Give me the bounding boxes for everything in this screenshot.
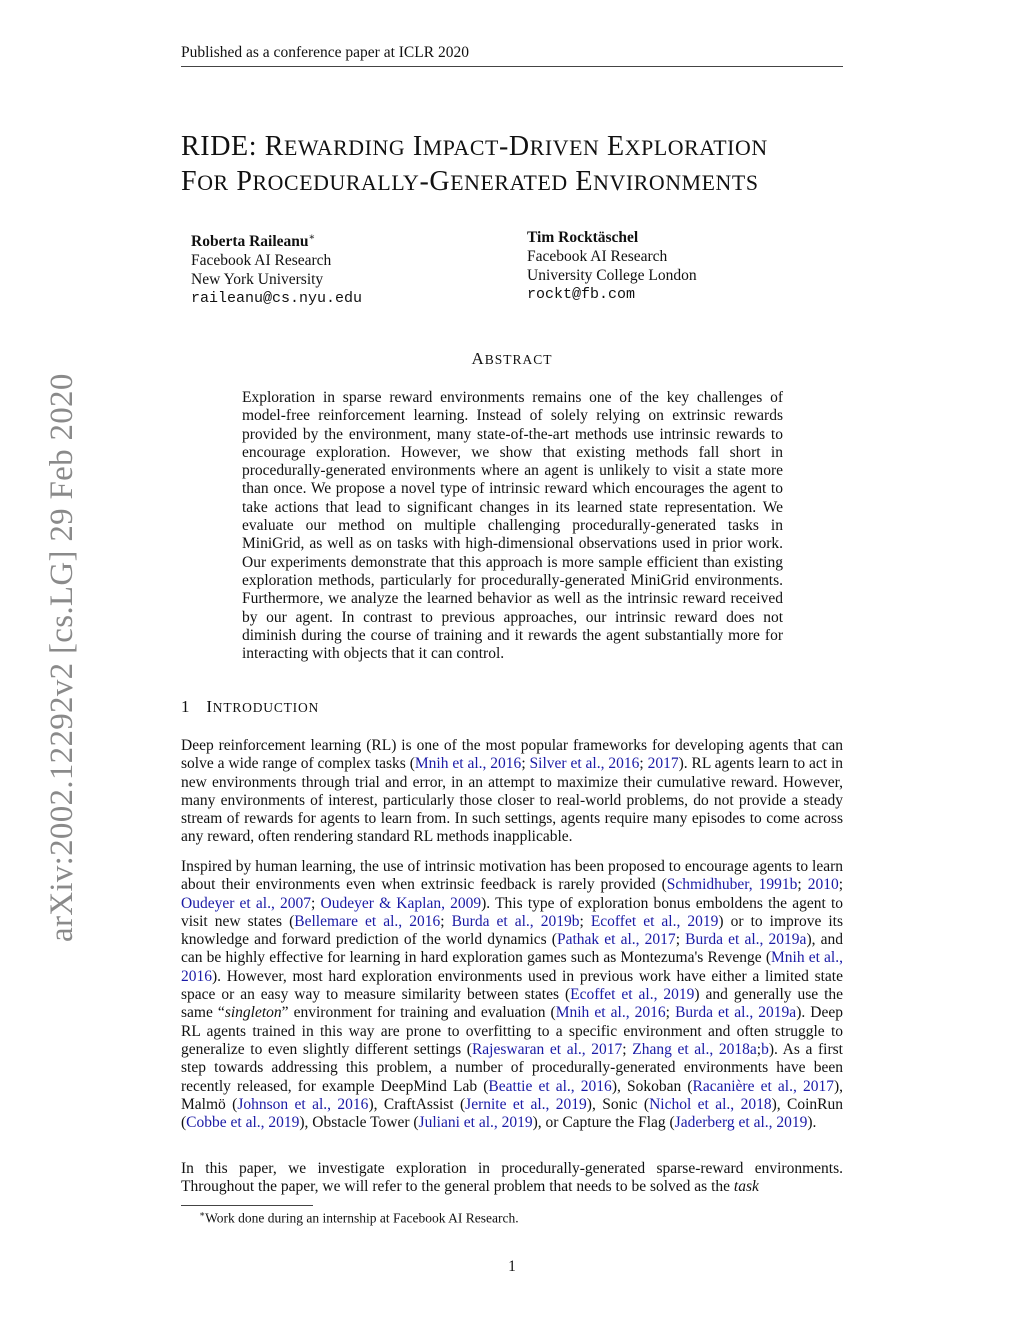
- author-block-2: [527, 228, 697, 304]
- citation-link[interactable]: Schmidhuber, 1991b: [666, 876, 798, 894]
- section-heading-rest: NTRODUCTION: [212, 700, 320, 715]
- citation-link[interactable]: Jernite et al., 2019: [465, 1095, 587, 1113]
- author-email[interactable]: rockt@fb.com: [527, 286, 636, 303]
- citation-link[interactable]: Jaderberg et al., 2019: [674, 1114, 808, 1132]
- footnote-marker: ∗: [199, 1209, 206, 1219]
- author-affiliation: Facebook AI Research: [527, 248, 668, 265]
- citation-link[interactable]: Ecoffet et al., 2019: [590, 912, 719, 930]
- citation-link[interactable]: 2017: [647, 755, 679, 773]
- author-name: Tim Rocktäschel: [527, 229, 639, 246]
- emphasis-text: singleton: [224, 1004, 282, 1022]
- author-affiliation: University College London: [527, 267, 697, 284]
- citation-link[interactable]: Nichol et al., 2018: [649, 1095, 772, 1113]
- author-affiliation: Facebook AI Research: [191, 252, 332, 270]
- paper-title: [181, 130, 861, 200]
- citation-link[interactable]: Beattie et al., 2016: [488, 1077, 612, 1095]
- title-line-2: FOR PROCEDURALLY-GENERATED ENVIRONMENTS: [181, 166, 759, 197]
- abstract-heading-rest: BSTRACT: [484, 352, 553, 367]
- citation-link[interactable]: Burda et al., 2019a: [675, 1004, 797, 1022]
- citation-link[interactable]: Zhang et al., 2018a: [632, 1040, 757, 1058]
- citation-link[interactable]: Cobbe et al., 2019: [186, 1114, 300, 1132]
- page-number: 1: [508, 1258, 516, 1275]
- citation-link[interactable]: Racanière et al., 2017: [692, 1077, 834, 1095]
- running-header: Published as a conference paper at ICLR 2020: [181, 44, 843, 67]
- citation-link[interactable]: b: [761, 1040, 769, 1058]
- citation-link[interactable]: Burda et al., 2019b: [451, 912, 580, 930]
- author-affiliation: New York University: [191, 271, 324, 289]
- emphasis-text: task: [733, 1178, 759, 1196]
- citation-link[interactable]: Juliani et al., 2019: [418, 1114, 533, 1132]
- footnote-marker: ∗: [308, 232, 316, 243]
- citation-link[interactable]: Silver et al., 2016: [529, 755, 640, 773]
- footnote-text: Work done during an internship at Facebook AI Research.: [205, 1210, 519, 1226]
- author-name: Roberta Raileanu: [191, 233, 309, 251]
- citation-link[interactable]: Pathak et al., 2017: [556, 931, 676, 949]
- citation-link[interactable]: Mnih et al., 2016: [555, 1004, 666, 1022]
- arxiv-identifier: arXiv:2002.12292v2 [cs.LG] 29 Feb 2020: [44, 373, 80, 942]
- abstract-text: Exploration in sparse reward environments remains one of the key challenges of model-free reinforcement learning. Instead of solely relying on extrinsic rewards provided by the environment, many state-of-the-art methods use intrinsic rewards to encourage exploration. However, we show that existing methods fall short in procedurally-generated environments where an agent is unlikely to visit a state more than once. We propose a novel type of intrinsic reward which encourages the agent to take actions that lead to significant changes in its learned state representation. We evaluate our method on multiple challenging procedurally-generated tasks in MiniGrid, as well as on tasks with high-dimensional observations used in prior work. Our experiments demonstrate that this approach is more sample efficient than existing exploration methods, particularly for procedurally-generated MiniGrid environments. Furthermore, we analyze the learned behavior as well as the intrinsic reward received by our agent. In contrast to previous approaches, our intrinsic reward does not diminish during the course of training and it rewards the agent substantially more for interacting with objects that it can control.: [242, 389, 783, 663]
- citation-link[interactable]: Ecoffet et al., 2019: [570, 986, 695, 1004]
- section-number: 1: [181, 697, 191, 716]
- author-block-1: [191, 228, 362, 308]
- citation-link[interactable]: Mnih et al., 2016: [181, 949, 843, 985]
- footnote: [199, 1209, 519, 1227]
- citation-link[interactable]: Johnson et al., 2016: [237, 1095, 369, 1113]
- citation-link[interactable]: 2010: [807, 876, 839, 894]
- citation-link[interactable]: Oudeyer & Kaplan, 2009: [320, 894, 482, 912]
- abstract-heading-initial: A: [471, 349, 485, 368]
- intro-paragraph-2: Inspired by human learning, the use of intrinsic motivation has been proposed to encourage agents to learn about their environments even when extrinsic feedback is rarely provided (Schmidhuber, 1991b; 2010; Oudeyer et al., 2007; Oudeyer & Kaplan, 2009). This type of exploration bonus emboldens the agent to visit new states (Bellemare et al., 2016; Burda et al., 2019b; Ecoffet et al., 2019) or to improve its knowledge and forward prediction of the world dynamics (Pathak et al., 2017; Burda et al., 2019a), and can be highly effective for learning in hard exploration games such as Montezuma's Revenge (Mnih et al., 2016). However, most hard exploration environments used in previous work have either a limited state space or an easy way to measure similarity between states (Ecoffet et al., 2019) and generally use the same “singleton” environment for training and evaluation (Mnih et al., 2016; Burda et al., 2019a). Deep RL agents trained in this way are prone to overfitting to a specific environment and often struggle to generalize to even slightly different settings (Rajeswaran et al., 2017; Zhang et al., 2018a;b). As a first step towards addressing this problem, a number of procedurally-generated environments have been recently released, for example DeepMind Lab (Beattie et al., 2016), Sokoban (Racanière et al., 2017), Malmö (Johnson et al., 2016), CraftAssist (Jernite et al., 2019), Sonic (Nichol et al., 2018), CoinRun (Cobbe et al., 2019), Obstacle Tower (Juliani et al., 2019), or Capture the Flag (Jaderberg et al., 2019).: [181, 858, 844, 1132]
- citation-link[interactable]: Oudeyer et al., 2007: [181, 894, 312, 912]
- footnote-rule: [181, 1205, 313, 1206]
- section-heading-initial: I: [206, 697, 213, 716]
- citation-link[interactable]: Mnih et al., 2016: [414, 755, 522, 773]
- author-email[interactable]: raileanu@cs.nyu.edu: [191, 290, 363, 308]
- citation-link[interactable]: Burda et al., 2019a: [685, 931, 807, 949]
- section-heading-introduction: [181, 697, 319, 717]
- title-line-1: RIDE: REWARDING IMPACT-DRIVEN EXPLORATION: [181, 131, 768, 162]
- abstract-heading: [0, 349, 1024, 369]
- intro-paragraph-3: In this paper, we investigate exploration in procedurally-generated sparse-reward environments. Throughout the paper, we will refer to the general problem that needs to be solved as the task: [181, 1160, 843, 1196]
- citation-link[interactable]: Bellemare et al., 2016: [294, 912, 441, 930]
- citation-link[interactable]: Rajeswaran et al., 2017: [471, 1040, 623, 1058]
- intro-paragraph-1: Deep reinforcement learning (RL) is one of the most popular frameworks for developing agents that can solve a wide range of complex tasks (Mnih et al., 2016; Silver et al., 2016; 2017). RL agents learn to act in new environments through trial and error, in an attempt to maximize their cumulative reward. However, many environments of interest, particularly those closer to real-world problems, do not provide a steady stream of rewards for agents to learn from. In such settings, agents require many episodes to come across any reward, often rendering standard RL methods inapplicable.: [181, 737, 844, 846]
